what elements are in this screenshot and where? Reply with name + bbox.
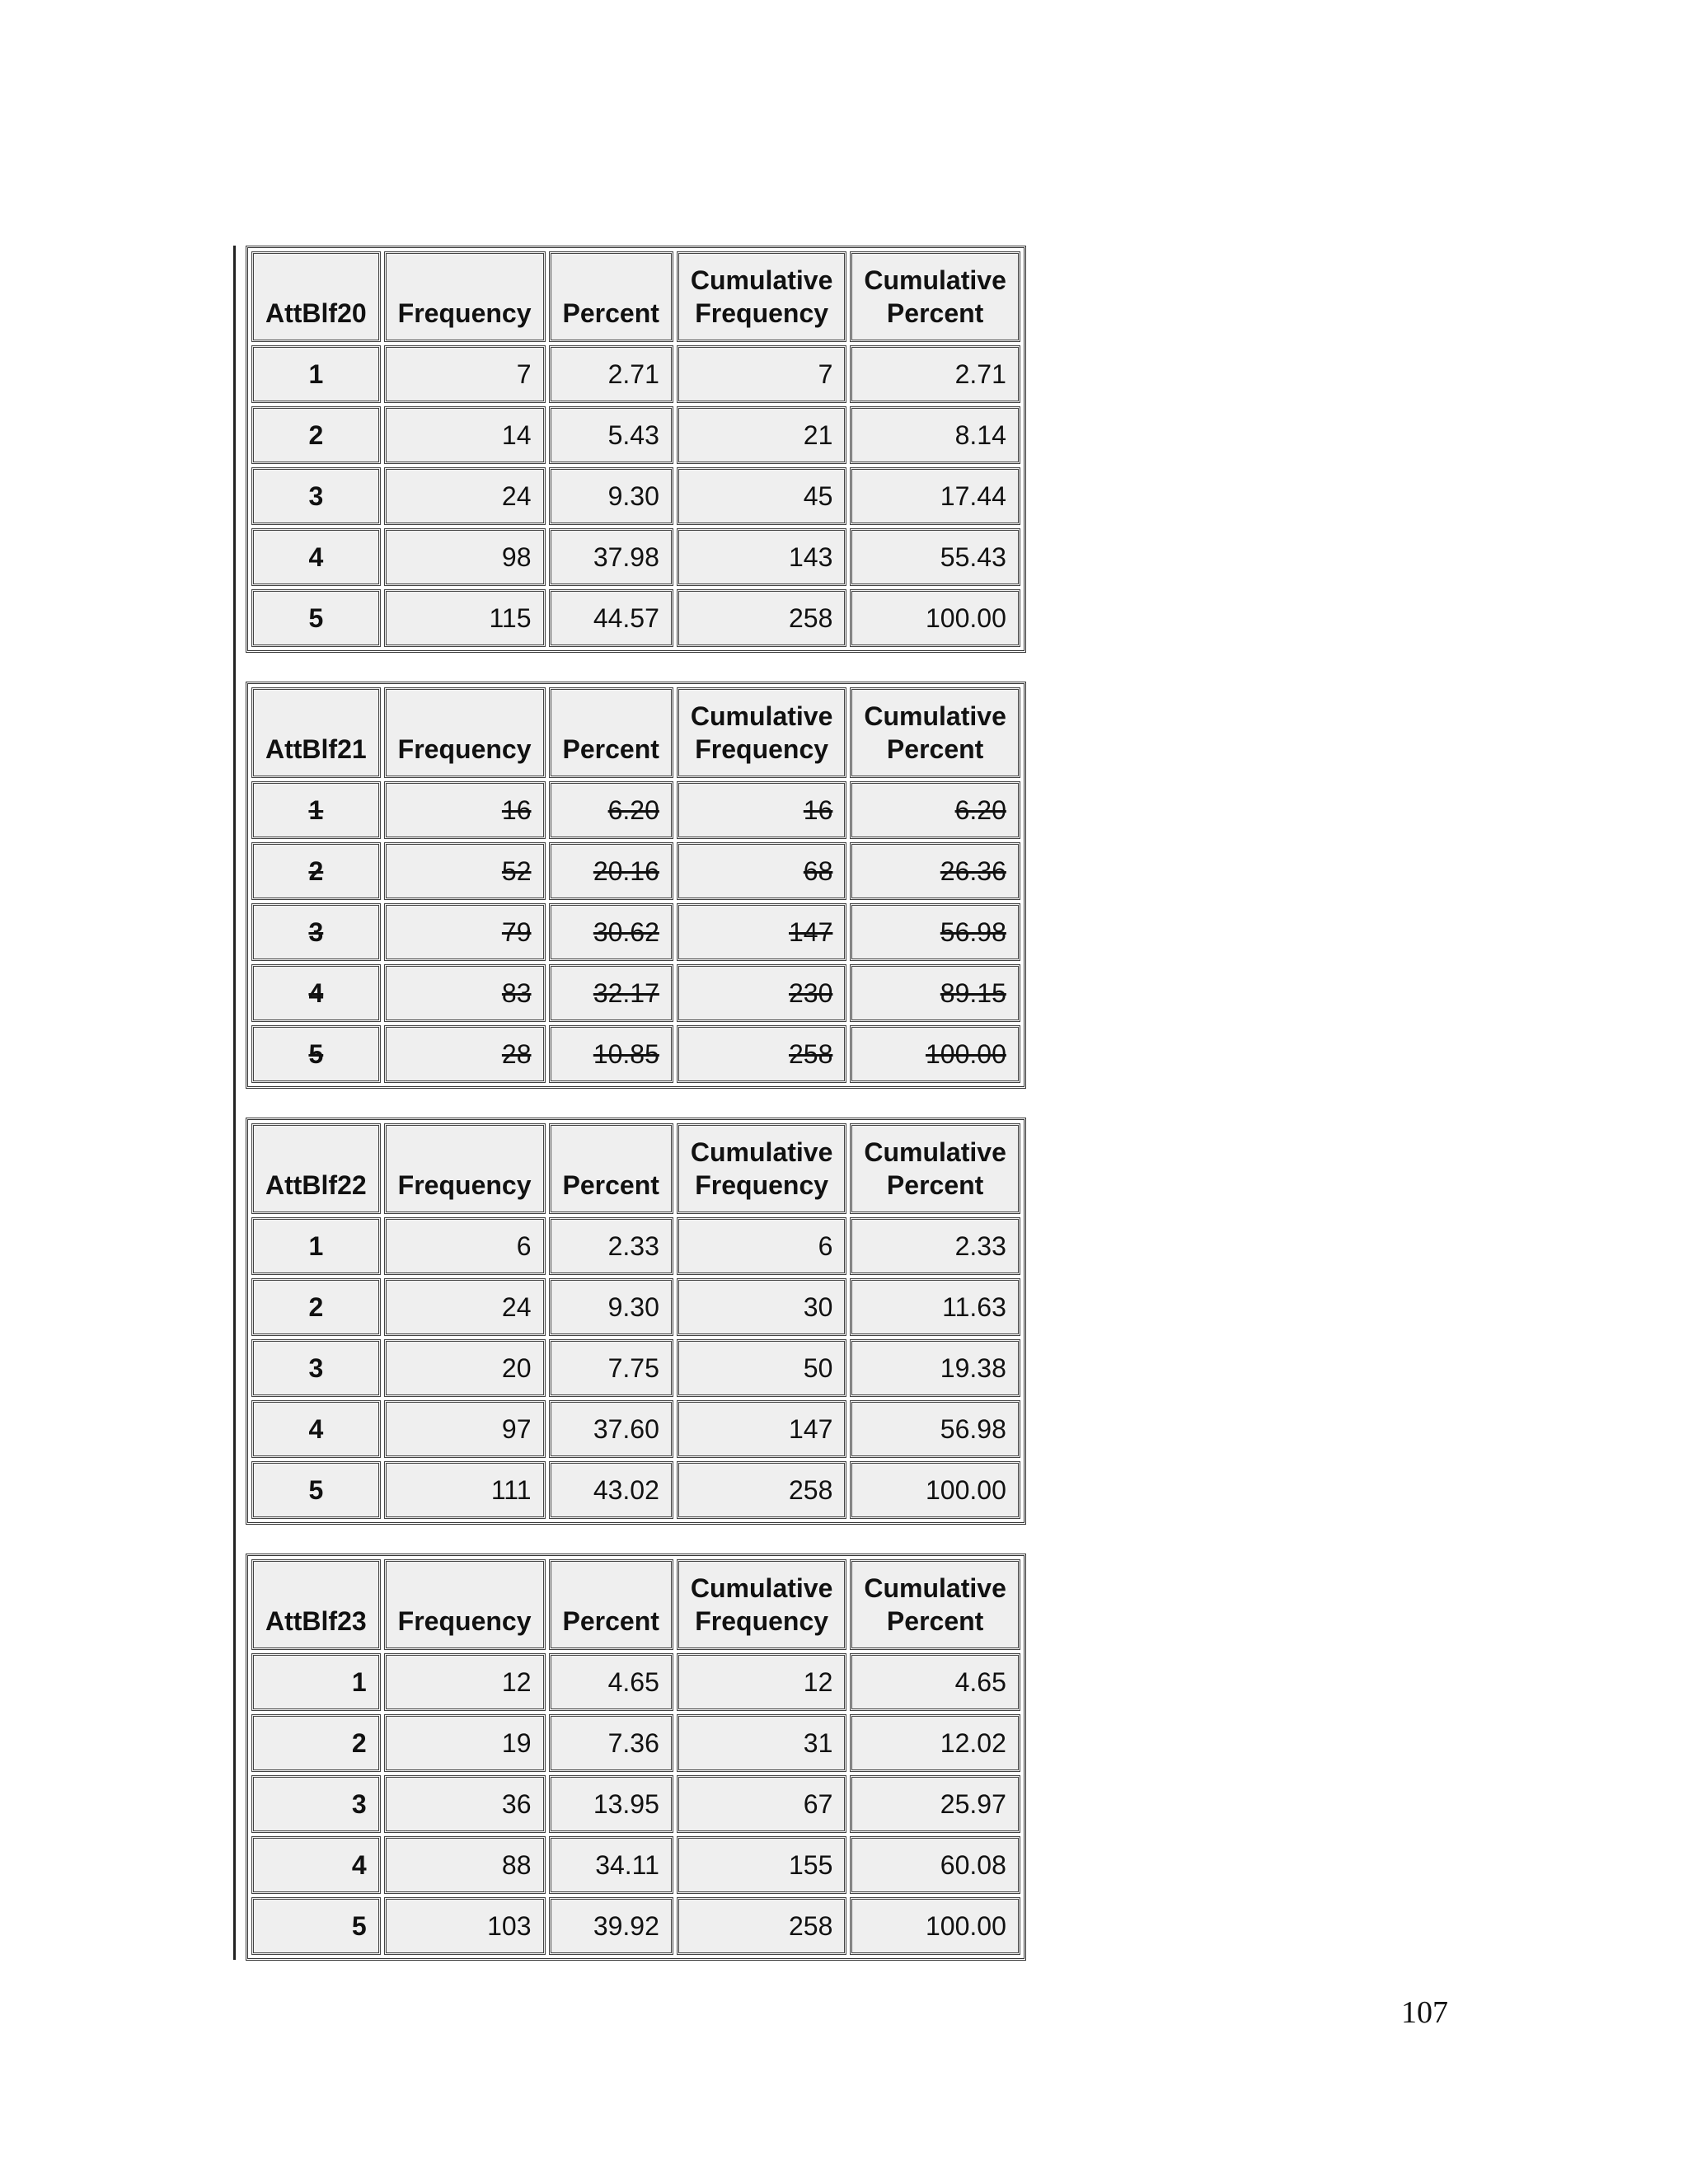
frequency-cell: 111 bbox=[384, 1461, 546, 1519]
level-cell: 5 bbox=[251, 1897, 381, 1955]
percent-header: Percent bbox=[549, 251, 673, 342]
level-cell: 1 bbox=[251, 1653, 381, 1711]
percent-cell: 2.71 bbox=[549, 345, 673, 403]
cumulative-frequency-cell: 45 bbox=[677, 467, 846, 525]
frequency-header: Frequency bbox=[384, 1559, 546, 1650]
percent-cell: 13.95 bbox=[549, 1775, 673, 1833]
cumulative-percent-cell: 100.00 bbox=[850, 1897, 1020, 1955]
cumulative-percent-cell: 26.36 bbox=[850, 842, 1020, 900]
variable-header: AttBlf20 bbox=[251, 251, 381, 342]
variable-header: AttBlf21 bbox=[251, 687, 381, 778]
table-row bbox=[251, 903, 1020, 961]
frequency-cell: 36 bbox=[384, 1775, 546, 1833]
percent-cell: 6.20 bbox=[549, 781, 673, 839]
page-number: 107 bbox=[1401, 1995, 1448, 2030]
cumulative-percent-cell: 8.14 bbox=[850, 406, 1020, 464]
cumulative-percent-header: Cumulative Percent bbox=[850, 1559, 1020, 1650]
frequency-table-attblf21 bbox=[246, 682, 1026, 1089]
frequency-cell: 7 bbox=[384, 345, 546, 403]
frequency-header: Frequency bbox=[384, 1123, 546, 1214]
cumulative-percent-cell: 4.65 bbox=[850, 1653, 1020, 1711]
cumulative-frequency-cell: 21 bbox=[677, 406, 846, 464]
table-row bbox=[251, 1897, 1020, 1955]
level-cell: 5 bbox=[251, 1461, 381, 1519]
table-header-row bbox=[251, 687, 1020, 778]
percent-cell: 34.11 bbox=[549, 1836, 673, 1894]
percent-cell: 2.33 bbox=[549, 1217, 673, 1275]
frequency-table-attblf22 bbox=[246, 1118, 1026, 1525]
table-row bbox=[251, 589, 1020, 647]
frequency-cell: 98 bbox=[384, 528, 546, 586]
frequency-table-attblf20 bbox=[246, 246, 1026, 653]
left-margin-rule bbox=[233, 246, 236, 1960]
percent-header: Percent bbox=[549, 1559, 673, 1650]
percent-cell: 10.85 bbox=[549, 1025, 673, 1083]
table-row bbox=[251, 1278, 1020, 1336]
cumulative-percent-cell: 100.00 bbox=[850, 1025, 1020, 1083]
variable-header: AttBlf22 bbox=[251, 1123, 381, 1214]
cumulative-frequency-cell: 258 bbox=[677, 1025, 846, 1083]
level-cell: 3 bbox=[251, 903, 381, 961]
cumulative-percent-cell: 60.08 bbox=[850, 1836, 1020, 1894]
cumulative-frequency-cell: 147 bbox=[677, 1400, 846, 1458]
cumulative-percent-cell: 100.00 bbox=[850, 589, 1020, 647]
cumulative-percent-cell: 56.98 bbox=[850, 1400, 1020, 1458]
percent-header: Percent bbox=[549, 687, 673, 778]
level-cell: 2 bbox=[251, 1714, 381, 1772]
frequency-cell: 97 bbox=[384, 1400, 546, 1458]
percent-cell: 44.57 bbox=[549, 589, 673, 647]
cumulative-percent-cell: 55.43 bbox=[850, 528, 1020, 586]
frequency-cell: 115 bbox=[384, 589, 546, 647]
frequency-cell: 20 bbox=[384, 1339, 546, 1397]
variable-header: AttBlf23 bbox=[251, 1559, 381, 1650]
cumulative-percent-cell: 25.97 bbox=[850, 1775, 1020, 1833]
level-cell: 5 bbox=[251, 1025, 381, 1083]
frequency-cell: 24 bbox=[384, 467, 546, 525]
level-cell: 3 bbox=[251, 1775, 381, 1833]
frequency-cell: 79 bbox=[384, 903, 546, 961]
cumulative-percent-cell: 2.71 bbox=[850, 345, 1020, 403]
cumulative-frequency-cell: 12 bbox=[677, 1653, 846, 1711]
table-row bbox=[251, 1653, 1020, 1711]
level-cell: 1 bbox=[251, 345, 381, 403]
cumulative-frequency-cell: 258 bbox=[677, 589, 846, 647]
percent-header: Percent bbox=[549, 1123, 673, 1214]
level-cell: 3 bbox=[251, 467, 381, 525]
table-row bbox=[251, 781, 1020, 839]
cumulative-frequency-cell: 7 bbox=[677, 345, 846, 403]
frequency-cell: 16 bbox=[384, 781, 546, 839]
table-header-row bbox=[251, 251, 1020, 342]
cumulative-percent-cell: 56.98 bbox=[850, 903, 1020, 961]
table-row bbox=[251, 1775, 1020, 1833]
cumulative-frequency-cell: 6 bbox=[677, 1217, 846, 1275]
frequency-cell: 12 bbox=[384, 1653, 546, 1711]
percent-cell: 7.75 bbox=[549, 1339, 673, 1397]
cumulative-frequency-header: Cumulative Frequency bbox=[677, 1123, 846, 1214]
level-cell: 2 bbox=[251, 842, 381, 900]
level-cell: 2 bbox=[251, 1278, 381, 1336]
level-cell: 4 bbox=[251, 528, 381, 586]
cumulative-percent-cell: 11.63 bbox=[850, 1278, 1020, 1336]
frequency-cell: 103 bbox=[384, 1897, 546, 1955]
table-row bbox=[251, 1461, 1020, 1519]
cumulative-percent-cell: 100.00 bbox=[850, 1461, 1020, 1519]
percent-cell: 7.36 bbox=[549, 1714, 673, 1772]
cumulative-frequency-cell: 258 bbox=[677, 1897, 846, 1955]
frequency-cell: 19 bbox=[384, 1714, 546, 1772]
table-header-row bbox=[251, 1559, 1020, 1650]
cumulative-percent-cell: 2.33 bbox=[850, 1217, 1020, 1275]
table-row bbox=[251, 345, 1020, 403]
percent-cell: 9.30 bbox=[549, 467, 673, 525]
percent-cell: 20.16 bbox=[549, 842, 673, 900]
percent-cell: 39.92 bbox=[549, 1897, 673, 1955]
level-cell: 2 bbox=[251, 406, 381, 464]
level-cell: 4 bbox=[251, 964, 381, 1022]
cumulative-frequency-cell: 30 bbox=[677, 1278, 846, 1336]
frequency-cell: 52 bbox=[384, 842, 546, 900]
level-cell: 1 bbox=[251, 1217, 381, 1275]
frequency-cell: 24 bbox=[384, 1278, 546, 1336]
cumulative-frequency-cell: 258 bbox=[677, 1461, 846, 1519]
percent-cell: 4.65 bbox=[549, 1653, 673, 1711]
cumulative-frequency-cell: 16 bbox=[677, 781, 846, 839]
frequency-cell: 28 bbox=[384, 1025, 546, 1083]
percent-cell: 9.30 bbox=[549, 1278, 673, 1336]
frequency-cell: 6 bbox=[384, 1217, 546, 1275]
frequency-header: Frequency bbox=[384, 251, 546, 342]
cumulative-frequency-cell: 155 bbox=[677, 1836, 846, 1894]
table-row bbox=[251, 842, 1020, 900]
frequency-table-attblf23 bbox=[246, 1554, 1026, 1961]
level-cell: 5 bbox=[251, 589, 381, 647]
level-cell: 1 bbox=[251, 781, 381, 839]
table-row bbox=[251, 406, 1020, 464]
cumulative-percent-header: Cumulative Percent bbox=[850, 687, 1020, 778]
percent-cell: 32.17 bbox=[549, 964, 673, 1022]
cumulative-percent-cell: 6.20 bbox=[850, 781, 1020, 839]
percent-cell: 43.02 bbox=[549, 1461, 673, 1519]
percent-cell: 37.60 bbox=[549, 1400, 673, 1458]
table-row bbox=[251, 528, 1020, 586]
table-row bbox=[251, 1714, 1020, 1772]
table-row bbox=[251, 1836, 1020, 1894]
cumulative-percent-header: Cumulative Percent bbox=[850, 251, 1020, 342]
level-cell: 4 bbox=[251, 1836, 381, 1894]
table-row bbox=[251, 1400, 1020, 1458]
frequency-cell: 14 bbox=[384, 406, 546, 464]
cumulative-frequency-cell: 143 bbox=[677, 528, 846, 586]
percent-cell: 37.98 bbox=[549, 528, 673, 586]
cumulative-frequency-header: Cumulative Frequency bbox=[677, 251, 846, 342]
cumulative-frequency-cell: 147 bbox=[677, 903, 846, 961]
cumulative-frequency-header: Cumulative Frequency bbox=[677, 1559, 846, 1650]
percent-cell: 5.43 bbox=[549, 406, 673, 464]
cumulative-frequency-cell: 50 bbox=[677, 1339, 846, 1397]
cumulative-percent-cell: 89.15 bbox=[850, 964, 1020, 1022]
cumulative-percent-cell: 12.02 bbox=[850, 1714, 1020, 1772]
cumulative-percent-cell: 19.38 bbox=[850, 1339, 1020, 1397]
cumulative-percent-cell: 17.44 bbox=[850, 467, 1020, 525]
cumulative-percent-header: Cumulative Percent bbox=[850, 1123, 1020, 1214]
percent-cell: 30.62 bbox=[549, 903, 673, 961]
table-header-row bbox=[251, 1123, 1020, 1214]
frequency-cell: 88 bbox=[384, 1836, 546, 1894]
table-row bbox=[251, 1339, 1020, 1397]
level-cell: 3 bbox=[251, 1339, 381, 1397]
cumulative-frequency-cell: 31 bbox=[677, 1714, 846, 1772]
table-row bbox=[251, 964, 1020, 1022]
cumulative-frequency-cell: 230 bbox=[677, 964, 846, 1022]
table-row bbox=[251, 1217, 1020, 1275]
cumulative-frequency-cell: 68 bbox=[677, 842, 846, 900]
table-row bbox=[251, 467, 1020, 525]
level-cell: 4 bbox=[251, 1400, 381, 1458]
frequency-cell: 83 bbox=[384, 964, 546, 1022]
frequency-header: Frequency bbox=[384, 687, 546, 778]
table-row bbox=[251, 1025, 1020, 1083]
cumulative-frequency-header: Cumulative Frequency bbox=[677, 687, 846, 778]
cumulative-frequency-cell: 67 bbox=[677, 1775, 846, 1833]
